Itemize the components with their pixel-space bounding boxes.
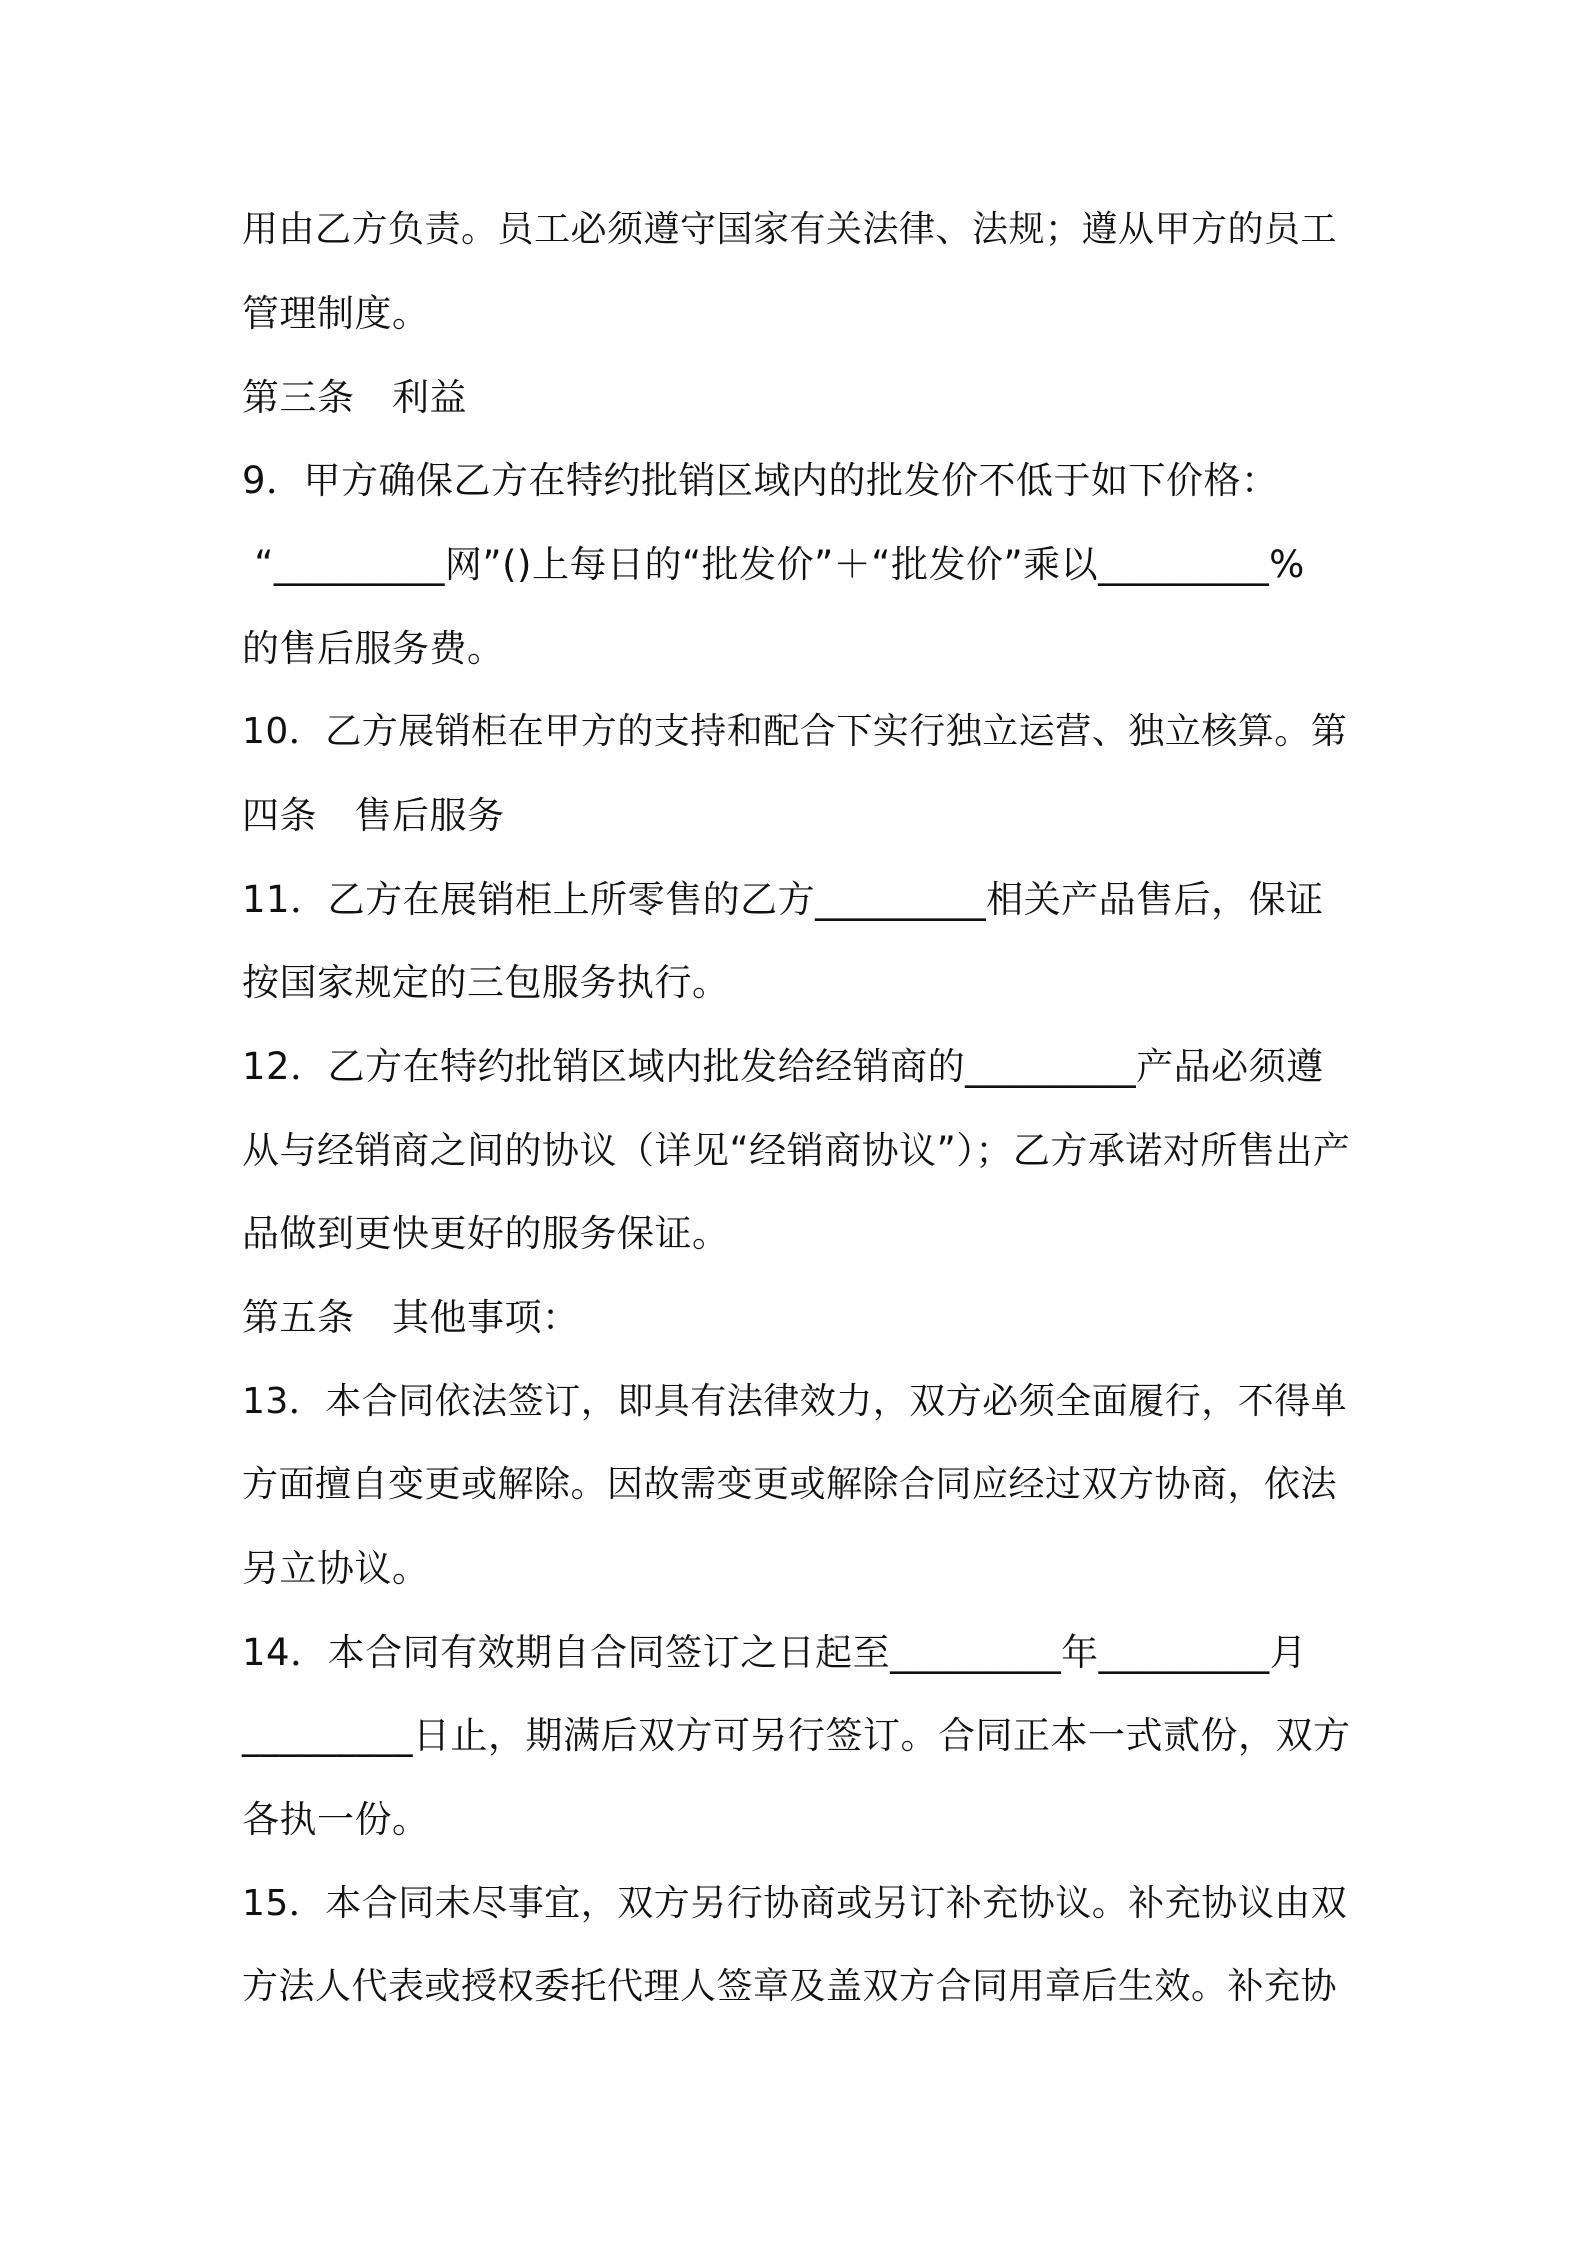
text-line: 14．本合同有效期自合同签订之日起至_________年_________月 bbox=[242, 1631, 1308, 1674]
text-line: 方法人代表或授权委托代理人签章及盖双方合同用章后生效。补充协 bbox=[242, 1966, 1338, 2007]
text-line: 从与经销商之间的协议（详见“经销商协议”）；乙方承诺对所售出产 bbox=[242, 1129, 1351, 1172]
article-heading: 四条 售后服务 bbox=[242, 794, 505, 837]
text-line: 各执一份。 bbox=[242, 1798, 430, 1841]
text-line: 13．本合同依法签订，即具有法律效力，双方必须全面履行，不得单 bbox=[242, 1381, 1348, 1422]
text-line: 按国家规定的三包服务执行。 bbox=[242, 961, 730, 1004]
text-line: 的售后服务费。 bbox=[242, 627, 505, 670]
text-line: 11．乙方在展销柜上所零售的乙方_________相关产品售后，保证 bbox=[242, 878, 1324, 921]
text-line: “_________网”()上每日的“批发价”＋“批发价”乘以_________% bbox=[242, 543, 1305, 586]
text-line: 方面擅自变更或解除。因故需变更或解除合同应经过双方协商，依法 bbox=[242, 1464, 1338, 1505]
text-line: 10．乙方展销柜在甲方的支持和配合下实行独立运营、独立核算。第 bbox=[242, 711, 1348, 752]
text-line: 15．本合同未尽事宜，双方另行协商或另订补充协议。补充协议由双 bbox=[242, 1883, 1348, 1924]
article-heading: 第五条 其他事项： bbox=[242, 1296, 580, 1339]
text-line: _________日止，期满后双方可另行签订。合同正本一式贰份，双方 bbox=[242, 1714, 1351, 1757]
text-line: 另立协议。 bbox=[242, 1547, 430, 1590]
text-line: 用由乙方负责。员工必须遵守国家有关法律、法规；遵从甲方的员工 bbox=[242, 209, 1338, 250]
text-line: 品做到更快更好的服务保证。 bbox=[242, 1212, 730, 1255]
article-heading: 第三条 利益 bbox=[242, 376, 467, 419]
text-line: 管理制度。 bbox=[242, 292, 430, 335]
text-line: 9．甲方确保乙方在特约批销区域内的批发价不低于如下价格： bbox=[242, 459, 1279, 502]
text-line: 12．乙方在特约批销区域内批发给经销商的_________产品必须遵 bbox=[242, 1045, 1324, 1088]
